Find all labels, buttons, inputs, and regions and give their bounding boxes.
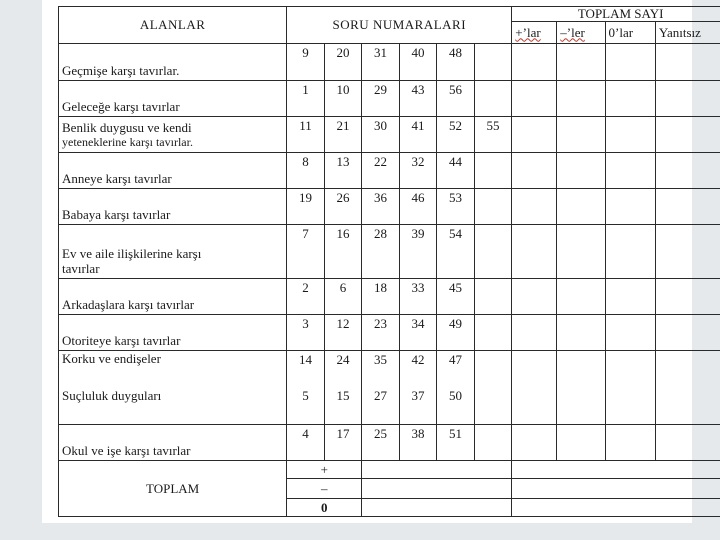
- header-alanlar: ALANLAR: [59, 7, 287, 44]
- area-name: [59, 425, 287, 461]
- question-number: 3: [302, 316, 309, 331]
- total-count-cell: [512, 351, 557, 425]
- question-number: 4: [302, 426, 309, 441]
- question-number-cell: [287, 279, 325, 315]
- question-number-cell: [474, 153, 512, 189]
- footer-minus-total: [512, 479, 720, 499]
- total-count-cell: [512, 81, 557, 117]
- subheader-zero: 0’lar: [605, 22, 655, 44]
- question-number: 12: [336, 316, 350, 331]
- question-number: 19: [299, 190, 313, 205]
- question-number: 39: [411, 226, 425, 241]
- total-count-cell: [655, 153, 720, 189]
- table-row: [59, 44, 720, 81]
- footer-plus-total: [512, 461, 720, 479]
- footer-sign-plus: +: [287, 461, 362, 479]
- total-count-cell: [655, 279, 720, 315]
- area-line: yeteneklerine karşı tavırlar.: [62, 135, 193, 149]
- area-line: Geleceğe karşı tavırlar: [62, 99, 180, 114]
- question-number: 9: [302, 45, 309, 60]
- question-number-cell: [474, 315, 512, 351]
- question-number-cell: [324, 315, 362, 351]
- question-number-cell: [287, 351, 325, 425]
- table-row: [59, 315, 720, 351]
- total-count-cell: [605, 351, 655, 425]
- total-count-cell: [655, 117, 720, 153]
- area-line: Benlik duygusu ve kendi: [62, 120, 192, 135]
- area-name: [59, 279, 287, 315]
- area-line: Suçluluk duyguları: [62, 388, 162, 403]
- question-number-cell: [324, 425, 362, 461]
- question-number: 36: [374, 190, 388, 205]
- question-number: 28: [374, 226, 388, 241]
- total-count-cell: [512, 279, 557, 315]
- question-number: 21: [336, 118, 350, 133]
- question-number: 29: [374, 82, 388, 97]
- question-number-cell: [362, 153, 400, 189]
- question-number: 16: [336, 226, 350, 241]
- question-number-cell: [474, 117, 512, 153]
- question-number: 5: [302, 388, 309, 403]
- question-number: 20: [336, 45, 350, 60]
- question-number-cell: [362, 315, 400, 351]
- question-number: 54: [449, 226, 463, 241]
- question-number: 32: [411, 154, 425, 169]
- area-name: [59, 225, 287, 279]
- total-count-cell: [605, 81, 655, 117]
- area-name: [59, 81, 287, 117]
- scoring-table: [58, 6, 720, 517]
- area-line: Okul ve işe karşı tavırlar: [62, 443, 191, 458]
- question-number-cell: [362, 225, 400, 279]
- total-count-cell: [605, 315, 655, 351]
- subheader-minus: –’ler: [557, 22, 605, 44]
- question-number: 47: [449, 352, 463, 367]
- header-toplam-sayi: TOPLAM SAYI: [512, 7, 720, 22]
- subheader-yanitsiz: Yanıtsız: [655, 22, 720, 44]
- question-number-cell: [437, 225, 475, 279]
- total-count-cell: [512, 425, 557, 461]
- question-number-cell: [362, 81, 400, 117]
- question-number-cell: [399, 351, 437, 425]
- question-number-cell: [287, 153, 325, 189]
- question-number: 27: [374, 388, 388, 403]
- question-number-cell: [324, 153, 362, 189]
- question-number: 37: [411, 388, 425, 403]
- footer-plus-cell: [362, 461, 512, 479]
- question-number-cell: [437, 189, 475, 225]
- question-number: 51: [449, 426, 463, 441]
- question-number: 23: [374, 316, 388, 331]
- question-number: 31: [374, 45, 388, 60]
- total-count-cell: [655, 189, 720, 225]
- question-number-cell: [287, 81, 325, 117]
- question-number: 35: [374, 352, 388, 367]
- question-number: 22: [374, 154, 388, 169]
- table-body: [59, 44, 720, 461]
- question-number: 33: [411, 280, 425, 295]
- question-number-cell: [437, 117, 475, 153]
- question-number-cell: [437, 351, 475, 425]
- question-number: 44: [449, 154, 463, 169]
- question-number-cell: [437, 279, 475, 315]
- document-sheet: [42, 0, 701, 523]
- total-count-cell: [512, 153, 557, 189]
- question-number: 40: [411, 45, 425, 60]
- area-name: [59, 44, 287, 81]
- question-number-cell: [474, 279, 512, 315]
- area-line: Geçmişe karşı tavırlar.: [62, 63, 180, 78]
- question-number: 15: [336, 388, 350, 403]
- total-count-cell: [512, 44, 557, 81]
- total-count-cell: [605, 117, 655, 153]
- total-count-cell: [557, 315, 605, 351]
- question-number-cell: [324, 81, 362, 117]
- question-number-cell: [324, 189, 362, 225]
- total-count-cell: [557, 81, 605, 117]
- question-number-cell: [362, 117, 400, 153]
- question-number-cell: [324, 117, 362, 153]
- area-line: Otoriteye karşı tavırlar: [62, 333, 181, 348]
- question-number: 49: [449, 316, 463, 331]
- area-name: [59, 189, 287, 225]
- question-number-cell: [437, 425, 475, 461]
- total-count-cell: [557, 351, 605, 425]
- header-soru-numaralari: SORU NUMARALARI: [287, 7, 512, 44]
- question-number-cell: [362, 279, 400, 315]
- table-row: [59, 279, 720, 315]
- total-count-cell: [605, 44, 655, 81]
- question-number-cell: [324, 351, 362, 425]
- question-number-cell: [399, 189, 437, 225]
- question-number: 45: [449, 280, 463, 295]
- question-number: 34: [411, 316, 425, 331]
- table-row: [59, 425, 720, 461]
- area-line: Anneye karşı tavırlar: [62, 171, 172, 186]
- subheader-plus: +’lar: [512, 22, 557, 44]
- footer-zero-cell: [362, 499, 512, 517]
- footer-sign-zero: 0: [287, 499, 362, 517]
- question-number-cell: [324, 279, 362, 315]
- total-count-cell: [557, 44, 605, 81]
- table-row: [59, 117, 720, 153]
- question-number-cell: [437, 44, 475, 81]
- question-number-cell: [474, 189, 512, 225]
- question-number-cell: [474, 81, 512, 117]
- question-number-cell: [399, 117, 437, 153]
- total-count-cell: [512, 315, 557, 351]
- question-number: 10: [336, 82, 350, 97]
- question-number-cell: [362, 44, 400, 81]
- footer-zero-total: [512, 499, 720, 517]
- table-row: [59, 225, 720, 279]
- total-count-cell: [605, 153, 655, 189]
- footer-minus-cell: [362, 479, 512, 499]
- question-number-cell: [287, 425, 325, 461]
- question-number-cell: [474, 351, 512, 425]
- question-number-cell: [399, 425, 437, 461]
- table-row: [59, 81, 720, 117]
- question-number-cell: [399, 225, 437, 279]
- question-number: 26: [336, 190, 350, 205]
- area-name: [59, 153, 287, 189]
- total-count-cell: [655, 81, 720, 117]
- toplam-label: TOPLAM: [59, 461, 287, 517]
- question-number-cell: [474, 425, 512, 461]
- total-count-cell: [557, 189, 605, 225]
- total-count-cell: [655, 351, 720, 425]
- question-number-cell: [287, 225, 325, 279]
- table-row: [59, 189, 720, 225]
- question-number-cell: [399, 81, 437, 117]
- total-count-cell: [655, 225, 720, 279]
- area-name: [59, 315, 287, 351]
- question-number: 17: [336, 426, 350, 441]
- total-count-cell: [557, 425, 605, 461]
- total-count-cell: [512, 225, 557, 279]
- question-number: 14: [299, 352, 313, 367]
- question-number-cell: [399, 279, 437, 315]
- total-count-cell: [655, 425, 720, 461]
- table-row: [59, 153, 720, 189]
- question-number: 11: [299, 118, 312, 133]
- area-line: tavırlar: [62, 261, 100, 276]
- question-number: 7: [302, 226, 309, 241]
- question-number-cell: [437, 81, 475, 117]
- total-count-cell: [557, 153, 605, 189]
- question-number-cell: [437, 153, 475, 189]
- question-number: 46: [411, 190, 425, 205]
- question-number: 1: [302, 82, 309, 97]
- question-number-cell: [362, 189, 400, 225]
- question-number-cell: [474, 225, 512, 279]
- total-count-cell: [655, 44, 720, 81]
- question-number-cell: [362, 351, 400, 425]
- area-line: Korku ve endişeler: [62, 351, 161, 366]
- question-number: 8: [302, 154, 309, 169]
- question-number-cell: [437, 315, 475, 351]
- question-number: 48: [449, 45, 463, 60]
- question-number: 55: [486, 118, 500, 133]
- question-number-cell: [474, 44, 512, 81]
- question-number-cell: [324, 225, 362, 279]
- question-number: 24: [336, 352, 350, 367]
- total-count-cell: [605, 189, 655, 225]
- total-count-cell: [605, 279, 655, 315]
- question-number-cell: [287, 117, 325, 153]
- total-count-cell: [557, 279, 605, 315]
- total-count-cell: [605, 225, 655, 279]
- question-number: 52: [449, 118, 463, 133]
- total-count-cell: [605, 425, 655, 461]
- question-number: 56: [449, 82, 463, 97]
- question-number: 30: [374, 118, 388, 133]
- question-number: 18: [374, 280, 388, 295]
- area-line: Arkadaşlara karşı tavırlar: [62, 297, 195, 312]
- question-number-cell: [287, 44, 325, 81]
- total-count-cell: [512, 117, 557, 153]
- area-line: Ev ve aile ilişkilerine karşı: [62, 246, 202, 261]
- footer-sign-minus: –: [287, 479, 362, 499]
- question-number: 50: [449, 388, 463, 403]
- question-number-cell: [399, 153, 437, 189]
- total-count-cell: [557, 117, 605, 153]
- total-count-cell: [557, 225, 605, 279]
- area-name: [59, 351, 287, 425]
- total-count-cell: [655, 315, 720, 351]
- question-number: 25: [374, 426, 388, 441]
- area-name: [59, 117, 287, 153]
- question-number: 2: [302, 280, 309, 295]
- question-number-cell: [399, 44, 437, 81]
- total-count-cell: [512, 189, 557, 225]
- question-number-cell: [287, 315, 325, 351]
- question-number: 41: [411, 118, 425, 133]
- question-number-cell: [324, 44, 362, 81]
- question-number: 53: [449, 190, 463, 205]
- question-number: 13: [336, 154, 350, 169]
- table-row: [59, 351, 720, 425]
- question-number-cell: [287, 189, 325, 225]
- question-number: 38: [411, 426, 425, 441]
- question-number: 43: [411, 82, 425, 97]
- question-number-cell: [362, 425, 400, 461]
- area-line: Babaya karşı tavırlar: [62, 207, 171, 222]
- question-number: 6: [339, 280, 347, 295]
- question-number-cell: [399, 315, 437, 351]
- question-number: 42: [411, 352, 425, 367]
